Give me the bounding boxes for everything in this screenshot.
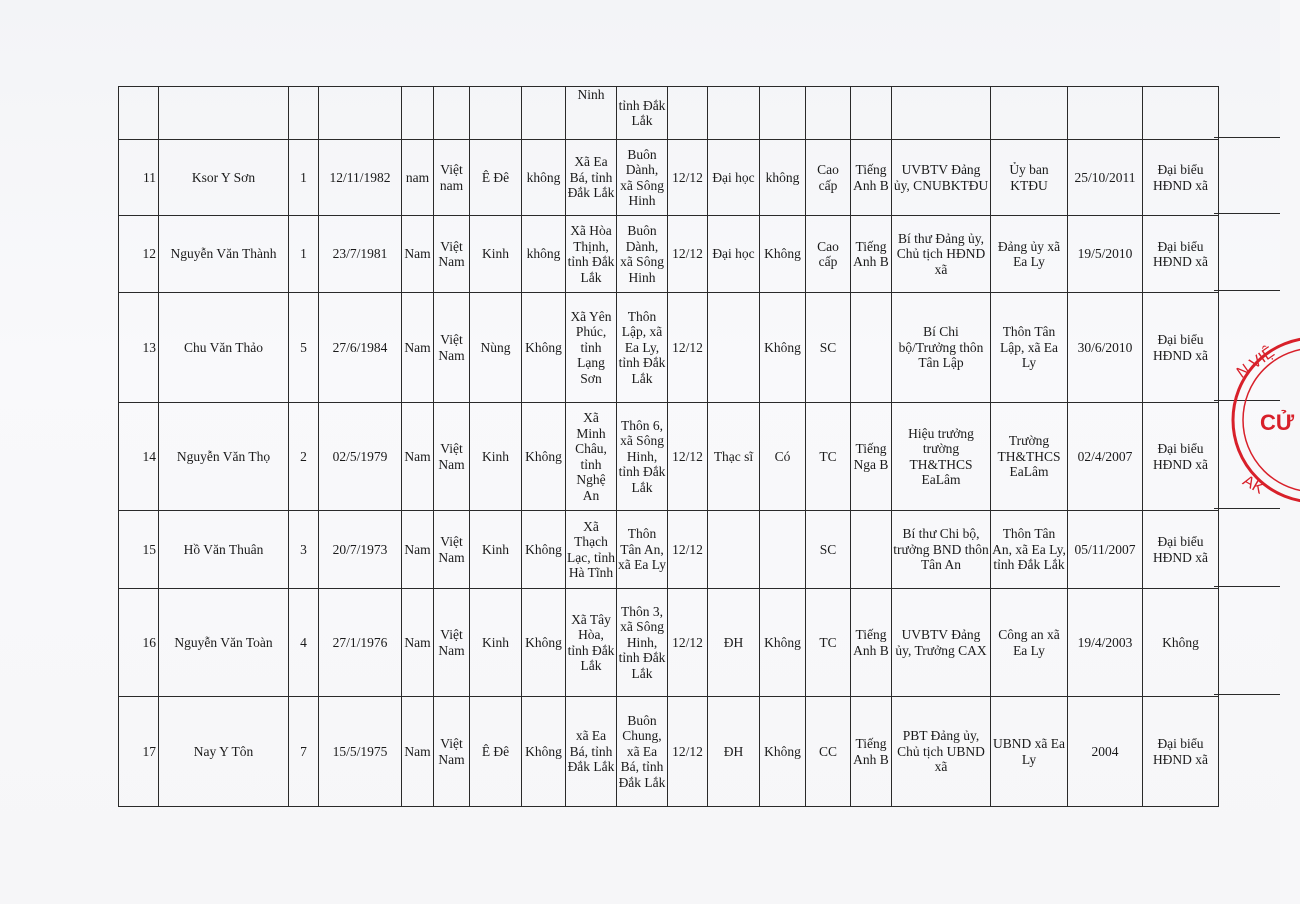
cell-degree-status <box>760 511 806 589</box>
cell-ethnicity: Kinh <box>470 403 522 511</box>
cell-ethnicity: Kinh <box>470 216 522 293</box>
cell-nationality: Việt Nam <box>434 697 470 807</box>
cell-representative: Không <box>1143 589 1219 697</box>
cell-workplace: Ủy ban KTĐU <box>991 140 1068 216</box>
cell-nationality: Việt Nam <box>434 589 470 697</box>
table-row <box>119 589 1219 697</box>
cell-nationality: Việt nam <box>434 140 470 216</box>
cell-birth-date: 27/6/1984 <box>319 293 402 403</box>
cell-party-join-date: 05/11/2007 <box>1068 511 1143 589</box>
table-row <box>119 511 1219 589</box>
cell-representative: Đại biểu HĐND xã <box>1143 511 1219 589</box>
cell-full-name: Nguyễn Văn Toàn <box>159 589 289 697</box>
red-seal-stamp <box>1220 320 1300 520</box>
cell-party-join-date: 19/5/2010 <box>1068 216 1143 293</box>
stamp-text: CỬ <box>1260 410 1295 435</box>
cell-hometown: Xã Minh Châu, tỉnh Nghệ An <box>566 403 617 511</box>
cell-professional-degree: ĐH <box>708 589 760 697</box>
cell-gender: Nam <box>402 589 434 697</box>
cell-residence: Buôn Dành, xã Sông Hinh <box>617 216 668 293</box>
row-divider-extension <box>1214 213 1280 214</box>
cell-number: 3 <box>289 511 319 589</box>
cell-religion: không <box>522 140 566 216</box>
cell-residence: Buôn Dành, xã Sông Hinh <box>617 140 668 216</box>
cell-degree-status: Không <box>760 589 806 697</box>
cell-foreign-language: Tiếng Anh B <box>851 697 892 807</box>
cell-full-name: Nay Y Tôn <box>159 697 289 807</box>
cell-gender: Nam <box>402 511 434 589</box>
cell-degree-status: Có <box>760 403 806 511</box>
cell-religion: Không <box>522 589 566 697</box>
cell-gender: Nam <box>402 293 434 403</box>
cell-professional-degree <box>708 511 760 589</box>
cell-foreign-language <box>851 293 892 403</box>
cell-index: 13 <box>119 293 159 403</box>
cell-workplace: UBND xã Ea Ly <box>991 697 1068 807</box>
cell-political-theory: CC <box>806 697 851 807</box>
cell-residence: Thôn Lập, xã Ea Ly, tỉnh Đắk Lắk <box>617 293 668 403</box>
cell-political-theory: SC <box>806 293 851 403</box>
cell-gender: Nam <box>402 216 434 293</box>
cell-workplace: Thôn Tân An, xã Ea Ly, tỉnh Đắk Lắk <box>991 511 1068 589</box>
cell-party-join-date: 30/6/2010 <box>1068 293 1143 403</box>
cell-index: 12 <box>119 216 159 293</box>
cell-general-education: 12/12 <box>668 697 708 807</box>
cell-position: UVBTV Đảng ủy, CNUBKTĐU <box>892 140 991 216</box>
cell-nationality: Việt Nam <box>434 216 470 293</box>
cell-general-education: 12/12 <box>668 589 708 697</box>
cell-general-education: 12/12 <box>668 403 708 511</box>
table-row <box>119 140 1219 216</box>
cell-representative: Đại biểu HĐND xã <box>1143 140 1219 216</box>
cell-party-join-date: 2004 <box>1068 697 1143 807</box>
cell-political-theory: TC <box>806 589 851 697</box>
cell-religion: Không <box>522 293 566 403</box>
cell-position: Bí thư Đảng ủy, Chủ tịch HĐND xã <box>892 216 991 293</box>
cell-professional-degree: ĐH <box>708 697 760 807</box>
cell-residence: Thôn 6, xã Sông Hinh, tỉnh Đắk Lắk <box>617 403 668 511</box>
cell-birth-date: 23/7/1981 <box>319 216 402 293</box>
cell-full-name: Nguyễn Văn Thọ <box>159 403 289 511</box>
cell-index: 17 <box>119 697 159 807</box>
stamp-text: N VIỆ <box>1233 343 1278 382</box>
row-divider-extension <box>1214 137 1280 138</box>
cell-professional-degree: Thạc sĩ <box>708 403 760 511</box>
cell-nationality: Việt Nam <box>434 511 470 589</box>
cell-birth-date: 12/11/1982 <box>319 140 402 216</box>
cell-party-join-date: 19/4/2003 <box>1068 589 1143 697</box>
cell-number: 7 <box>289 697 319 807</box>
cell-political-theory: Cao cấp <box>806 140 851 216</box>
cell-workplace: Công an xã Ea Ly <box>991 589 1068 697</box>
cell-gender: Nam <box>402 403 434 511</box>
cell-degree-status: Không <box>760 216 806 293</box>
cell-number: 2 <box>289 403 319 511</box>
cell-hometown: xã Ea Bá, tỉnh Đắk Lắk <box>566 697 617 807</box>
table-row-continued <box>119 87 1219 140</box>
cell-hometown: Xã Yên Phúc, tỉnh Lạng Sơn <box>566 293 617 403</box>
cell-birth-date: 27/1/1976 <box>319 589 402 697</box>
cell-full-name: Chu Văn Thảo <box>159 293 289 403</box>
cell-residence: Buôn Chung, xã Ea Bá, tỉnh Đắk Lắk <box>617 697 668 807</box>
cell-residence: Thôn Tân An, xã Ea Ly <box>617 511 668 589</box>
cell-position: Bí thư Chi bộ, trưởng BND thôn Tân An <box>892 511 991 589</box>
cell-residence: Thôn 3, xã Sông Hinh, tỉnh Đắk Lắk <box>617 589 668 697</box>
cell-professional-degree: Đại học <box>708 216 760 293</box>
cell-index: 14 <box>119 403 159 511</box>
cell-index: 16 <box>119 589 159 697</box>
candidate-table <box>118 86 1219 807</box>
cell-residence: tỉnh Đắk Lắk <box>617 87 668 140</box>
cell-position: UVBTV Đảng ủy, Trưởng CAX <box>892 589 991 697</box>
cell-foreign-language: Tiếng Anh B <box>851 589 892 697</box>
cell-full-name: Nguyễn Văn Thành <box>159 216 289 293</box>
cell-political-theory: SC <box>806 511 851 589</box>
cell-workplace: Thôn Tân Lập, xã Ea Ly <box>991 293 1068 403</box>
cell-nationality: Việt Nam <box>434 403 470 511</box>
cell-representative: Đại biểu HĐND xã <box>1143 403 1219 511</box>
cell-nationality: Việt Nam <box>434 293 470 403</box>
cell-representative: Đại biểu HĐND xã <box>1143 293 1219 403</box>
cell-foreign-language: Tiếng Anh B <box>851 216 892 293</box>
cell-representative: Đại biểu HĐND xã <box>1143 216 1219 293</box>
cell-birth-date: 15/5/1975 <box>319 697 402 807</box>
cell-party-join-date: 02/4/2007 <box>1068 403 1143 511</box>
cell-professional-degree <box>708 293 760 403</box>
table-row <box>119 293 1219 403</box>
cell-number: 1 <box>289 216 319 293</box>
cell-gender: nam <box>402 140 434 216</box>
cell-religion: Không <box>522 403 566 511</box>
cell-general-education: 12/12 <box>668 140 708 216</box>
cell-general-education: 12/12 <box>668 511 708 589</box>
table-row <box>119 403 1219 511</box>
cell-political-theory: TC <box>806 403 851 511</box>
row-divider-extension <box>1214 290 1280 291</box>
cell-religion: Không <box>522 697 566 807</box>
cell-degree-status: không <box>760 140 806 216</box>
stamp-text: AK <box>1239 472 1267 498</box>
cell-number: 1 <box>289 140 319 216</box>
cell-degree-status: Không <box>760 697 806 807</box>
table-row <box>119 216 1219 293</box>
cell-party-join-date: 25/10/2011 <box>1068 140 1143 216</box>
cell-workplace: Đảng ủy xã Ea Ly <box>991 216 1068 293</box>
cell-foreign-language: Tiếng Nga B <box>851 403 892 511</box>
cell-ethnicity: Nùng <box>470 293 522 403</box>
cell-index: 11 <box>119 140 159 216</box>
cell-political-theory: Cao cấp <box>806 216 851 293</box>
cell-gender: Nam <box>402 697 434 807</box>
cell-hometown: Xã Ea Bá, tỉnh Đắk Lắk <box>566 140 617 216</box>
cell-hometown: Ninh <box>566 87 617 140</box>
cell-ethnicity: Kinh <box>470 511 522 589</box>
cell-hometown: Xã Thạch Lạc, tỉnh Hà Tĩnh <box>566 511 617 589</box>
cell-number: 4 <box>289 589 319 697</box>
cell-professional-degree: Đại học <box>708 140 760 216</box>
cell-full-name: Hồ Văn Thuân <box>159 511 289 589</box>
cell-foreign-language: Tiếng Anh B <box>851 140 892 216</box>
cell-hometown: Xã Tây Hòa, tỉnh Đắk Lắk <box>566 589 617 697</box>
table-row <box>119 697 1219 807</box>
cell-number: 5 <box>289 293 319 403</box>
cell-degree-status: Không <box>760 293 806 403</box>
row-divider-extension <box>1214 694 1280 695</box>
cell-position: Bí Chi bộ/Trưởng thôn Tân Lập <box>892 293 991 403</box>
cell-hometown: Xã Hòa Thịnh, tỉnh Đắk Lắk <box>566 216 617 293</box>
cell-position: PBT Đảng ủy, Chủ tịch UBND xã <box>892 697 991 807</box>
cell-religion: Không <box>522 511 566 589</box>
cell-representative: Đại biểu HĐND xã <box>1143 697 1219 807</box>
cell-birth-date: 20/7/1973 <box>319 511 402 589</box>
cell-ethnicity: Ê Đê <box>470 697 522 807</box>
cell-workplace: Trường TH&THCS EaLâm <box>991 403 1068 511</box>
row-divider-extension <box>1214 586 1280 587</box>
cell-ethnicity: Kinh <box>470 589 522 697</box>
cell-general-education: 12/12 <box>668 293 708 403</box>
cell-full-name: Ksor Y Sơn <box>159 140 289 216</box>
cell-birth-date: 02/5/1979 <box>319 403 402 511</box>
cell-religion: không <box>522 216 566 293</box>
cell-foreign-language <box>851 511 892 589</box>
cell-ethnicity: Ê Đê <box>470 140 522 216</box>
cell-position: Hiệu trưởng trường TH&THCS EaLâm <box>892 403 991 511</box>
cell-index: 15 <box>119 511 159 589</box>
cell-general-education: 12/12 <box>668 216 708 293</box>
